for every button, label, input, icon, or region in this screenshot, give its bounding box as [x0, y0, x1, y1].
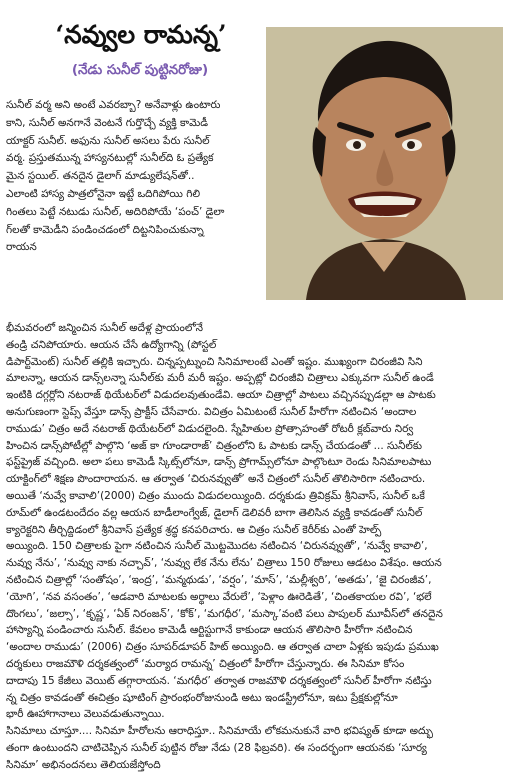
body-line: సునీల్ వర్మ అని అంటే ఎవరబ్బా? అనేవాళ్లు ఉంటారు [6, 99, 221, 111]
body-line: కాని, సునీల్ అనగానే వెంటనే గుర్తొచ్చే వ్యక్తి కామెడీ [6, 116, 208, 129]
body-line: ఫస్ట్‌ప్రైజ్ వచ్చింది. అలా పలు కామెడీ స్కిట్స్‌లోనూ, డాన్స్ ప్రోగామ్స్‌లోనూ పాల్గొంటూ రెండు సినిమాలపాటు [6, 456, 432, 469]
body-line: ఎలాంటి హాస్య పాత్రలోనైనా ఇట్టే ఒదిగిపోయి గిలి [6, 187, 201, 200]
body-line: ‘అందాల రాముడు’ (2006) చిత్రం సూపర్‌డూపర్ హిట్ అయ్యింది. ఆ తర్వాత చాలా ఏళ్లకు ఇపుడు ప్రముఖ [6, 641, 439, 654]
body-line: సినిమా’ అభినందనలు తెలియజేస్తోంది [6, 758, 161, 771]
body-line: నటించిన చిత్రాల్లో ‘సంతోషం’, ‘ఇంద్ర’, ‘మన్మథుడు’, ‘వర్షం’, ‘మాస్’, ‘మల్లీశ్వరి’, ‘అతడు’, ‘జై చిరంజీవ’, [6, 573, 432, 586]
body-line: నువ్వు నేను’, ‘నువ్వు నాకు నచ్చావ్’, ‘నువ్వు లేక నేను లేను’ చిత్రాలు 150 రోజులు ఆడటం విశేషం. ఆయన [6, 557, 442, 570]
article-body-top [6, 97, 262, 257]
body-line: ‘యోగి’, ‘నవ వసంతం’, ‘ఆడవారి మాటలకు అర్థాలు వేరులే’, ‘పెళ్లాం ఊరెడితే’, ‘చింతకాయల రవి’, ‘భలే [6, 590, 432, 603]
body-line: దర్శకులు రాజమౌళి దర్శకత్వంలో ‘మర్యాద రామన్న’ చిత్రంలో హీరోగా చేస్తున్నారు. ఈ సినిమా కోసం [6, 657, 405, 670]
article-body-bottom [6, 320, 506, 774]
body-line: సినిమాలు చూస్తూ.... సినిమా హీరోలను ఆరాధిస్తూ.. సినిమాయే లోకమనుకునే వారి భవిష్యత్ కూడా అద్భు [6, 725, 433, 738]
body-line: న్న చిత్రం కావడంతో ఈచిత్రం షూటింగ్ ప్రారంభంరోజునుండి అటు ఇండస్ట్రీలోనూ, ఇటు ప్రేక్షకుల్లోనూ [6, 691, 398, 704]
body-line: వర్మ. ప్రస్తుతమున్న హాస్యనటుల్లో సునీల్‌ది ఓ ప్రత్యేక [6, 152, 214, 165]
body-line: మైన స్టయిల్. తనదైన డైలాగ్ మాడ్యులేషన్‌తో.. [6, 170, 195, 183]
body-line: డిపార్ట్‌మెంట్) సునీల్ తల్లికి ఇచ్చారు. చిన్నప్పట్నుంచి సినిమాలంటే ఎంతో ఇష్టం. ముఖ్యంగా చిరంజీవి సిని [6, 355, 423, 368]
body-line: అయితే ‘నువ్వే కావాలి’(2000) చిత్రం ముందు విడుదలయ్యింది. దర్శకుడు త్రివిక్రమ్ శ్రీనివాస్, సునీల్ ఒకే [6, 489, 425, 502]
body-line: హాస్యాన్ని పండించారు సునీల్. కేవలం కామెడీ ఆర్టిస్టుగానే కాకుండా ఆయన తొలిసారి హీరోగా నటించిన [6, 624, 413, 637]
body-line: రాముడు’ చిత్రం అదే నటరాజ్ థియేటర్‌లో విడుదలైంది. స్నేహితుల ప్రోత్సాహంతో రోటరీ క్లబ్‌వారు నిర్వ [6, 422, 414, 435]
body-line: హించిన డాన్స్‌పోటీల్లో పాల్గొని ‘అజ్ కా గూండారాజ్’ చిత్రంలోని ఓ పాటకు డాన్స్ చేయడంతో ... సునీల్‌కు [6, 439, 422, 452]
body-line: దాదాపు 15 కేజీలు వెయిట్ తగ్గారాయన. ‘మగధీర’ తర్వాత రాజమౌళి దర్శకత్వంలో సునీల్ హీరోగా నటిస్తు [6, 674, 432, 687]
actor-photo [266, 27, 503, 300]
article-subtitle: (నేడు సునీల్ పుట్టినరోజు) [71, 62, 209, 78]
actor-portrait-illustration [266, 27, 503, 300]
body-line: మాలన్నా, ఆయన డాన్స్‌లన్నా సునీల్‌కు మరీ మరీ ఇష్టం. అప్పట్లో చిరంజీవి చిత్రాలు ఎక్కువగా సునీల్ ఉండే [6, 372, 434, 385]
body-line: యాక్టింగ్‌లో శిక్షణ పొందారాయన. ఆ తర్వాత ‘చిరునవ్వుతో’ అనే చిత్రంలో సునీల్ తొలిసారిగా నటించారు. [6, 473, 426, 486]
body-line: రూమ్‌లో ఉండటందేదం వల్ల ఆయన బాడీలాంగ్వేజ్, డైలాగ్ డెలివరీ బాగా తెలిసిన వ్యక్తి కావడంతో సునీల్ [6, 506, 423, 519]
body-line: అనుగుణంగా స్టెప్స్ వేస్తూ డాన్స్ ప్రాక్టీస్ చేసేవారు. విచిత్రం ఏమిటంటే సునీల్ హీరోగా నటించిన ‘అందాల [6, 405, 417, 418]
body-line: గింతలు పెట్టే నటుడు సునీల్, అదిరిపోయే ‘పంచ్’ డైలా [6, 205, 225, 218]
body-line: అయ్యింది. 150 చిత్రాలకు పైగా నటించిన సునీల్ మొట్టమొదట నటించిన ‘చిరునవ్వుతో’, ‘నువ్వే కావాలి’, [6, 540, 428, 553]
body-line: తండ్రి చనిపోయారు. ఆయన చేసే ఉద్యోగాన్ని (పోస్టల్ [6, 338, 217, 351]
body-line: భారీ ఊహాగానాలు వెలువడుతున్నాయి. [6, 708, 165, 721]
body-line: రాయన [6, 241, 37, 254]
body-line: యాక్టర్ సునీల్. అఫును సునీల్ అసలు పేరు సునీల్ [6, 134, 210, 147]
body-line: దొంగలు’, ‘జల్సా’, ‘కృష్ణ’, ‘ఏక్ నిరంజన్’, ‘కోక్’, ‘మగధీర’, ‘మస్కా’వంటి పలు పాపులర్ మూవీస్‌లో తనదైన [6, 607, 443, 620]
body-line: తంగా ఉంటుందని చాటిచెప్పిన సునీల్ పుట్టిన రోజు నేడు (28 ఫిబ్రవరి). ఈ సందర్భంగా ఆయనకు ‘సూర్య [6, 741, 427, 754]
body-line: క్యారెక్టరిని తీర్చిద్దిడంలో శ్రీనివాస్ ప్రత్యేక శ్రద్ధ కనపరిచారు. ఆ చిత్రం సునీల్ కెరీర్‌కు ఎంతో హెల్ప్ [6, 523, 382, 536]
body-line: ఇంటికి దగ్గర్లోని నటరాజ్ థియేటర్‌లో విడుదలవుతుండేవి. ఆయా చిత్రాల్లో పాటలు వచ్చినప్పుడల్లా ఆ పాటకు [6, 389, 436, 402]
body-line: గ్‌లతో కామెడీని పండించడంలో దిట్టనిపించుకున్నా [6, 223, 204, 236]
body-line: భీమవరంలో జన్మించిన సునీల్ అదేళ్ల ప్రాయంలోనే [6, 322, 204, 334]
article-title: ‘నవ్వుల రామన్న’ [55, 20, 227, 49]
